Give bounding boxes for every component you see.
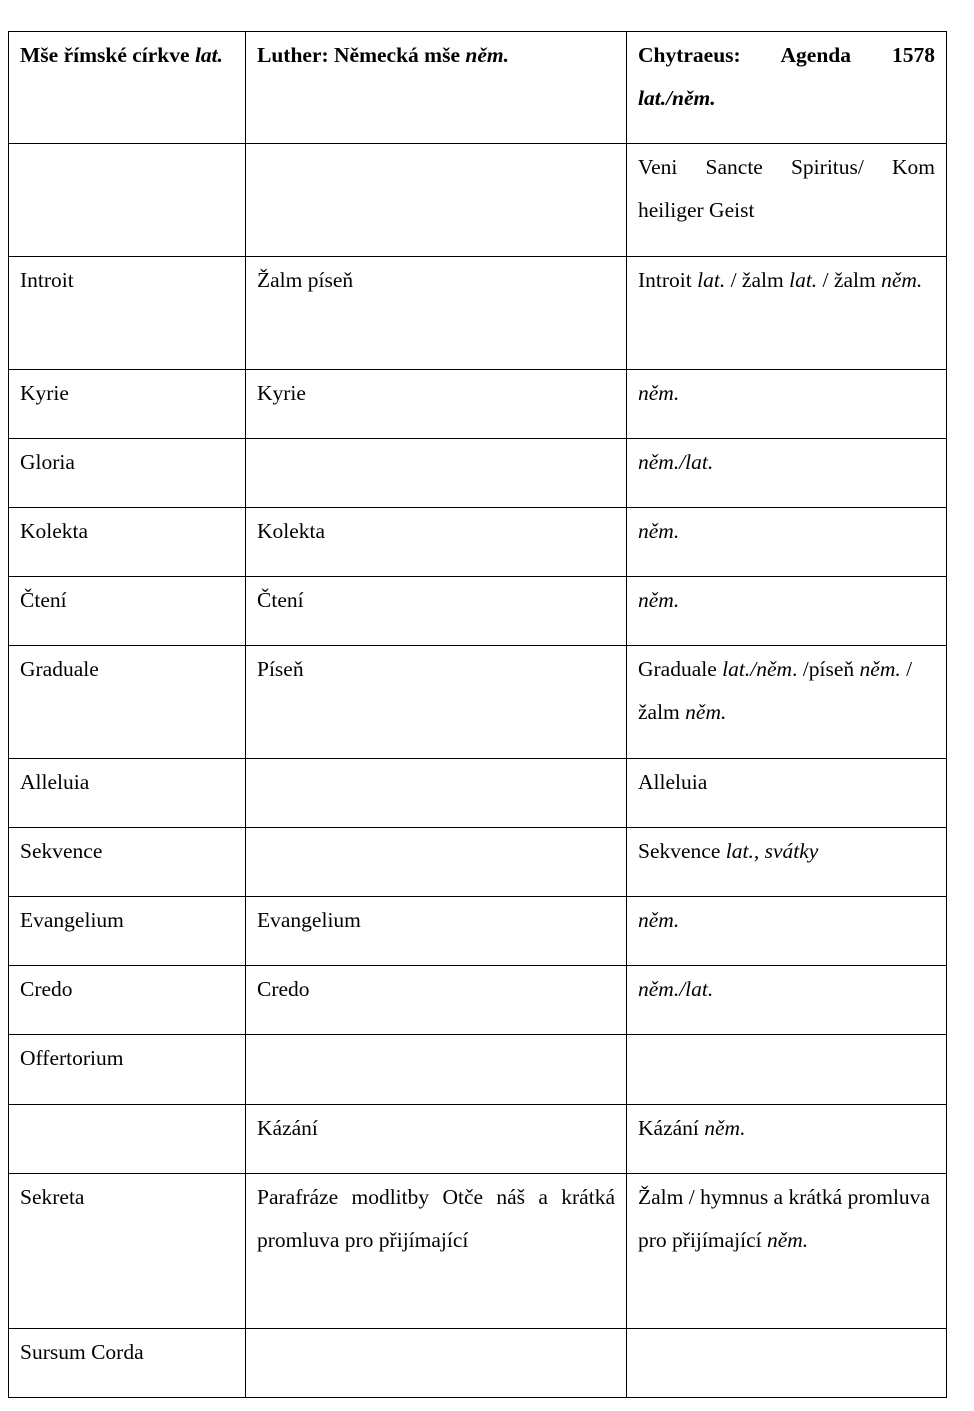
chytraeus-cell: Sekvence lat., svátky [627,828,947,897]
chytraeus-cell: Graduale lat./něm. /píseň něm. /žalm něm. [627,646,947,759]
roman-cell: Alleluia [9,759,246,828]
chytraeus-cell [627,1329,947,1398]
roman-cell: Graduale [9,646,246,759]
roman-cell: Credo [9,966,246,1035]
table-row [9,144,947,257]
luther-cell: Píseň [246,646,627,759]
luther-cell: Parafráze modlitby Otče náš a krátká promluva pro přijímající [246,1174,627,1329]
chytraeus-cell: něm./lat. [627,966,947,1035]
roman-cell: Gloria [9,439,246,508]
table-row [9,759,947,828]
roman-cell: Sekvence [9,828,246,897]
table-row [9,828,947,897]
luther-cell [246,1035,627,1105]
table-row [9,439,947,508]
luther-cell: Kolekta [246,508,627,577]
luther-cell: Čtení [246,577,627,646]
table-row [9,1174,947,1329]
roman-cell: Offertorium [9,1035,246,1105]
roman-cell: Kolekta [9,508,246,577]
table-row [9,897,947,966]
header-luther-mass: Luther: Německá mše něm. [246,32,627,144]
chytraeus-cell: Introit lat. / žalm lat. / žalm něm. [627,257,947,370]
luther-cell [246,828,627,897]
chytraeus-cell: něm. [627,577,947,646]
chytraeus-cell: Kázání něm. [627,1105,947,1174]
liturgy-comparison-table [8,31,947,1398]
luther-cell [246,759,627,828]
table-row [9,1329,947,1398]
table-row [9,1105,947,1174]
roman-cell: Evangelium [9,897,246,966]
luther-cell: Kyrie [246,370,627,439]
chytraeus-cell: Žalm / hymnus a krátká promluva pro přijímající něm. [627,1174,947,1329]
chytraeus-cell: něm. [627,370,947,439]
chytraeus-cell [627,1035,947,1105]
header-chytraeus-agenda: Chytraeus: Agenda 1578 lat./něm. [627,32,947,144]
luther-cell: Credo [246,966,627,1035]
roman-cell: Kyrie [9,370,246,439]
table-row [9,257,947,370]
roman-cell [9,144,246,257]
table-row [9,966,947,1035]
luther-cell [246,1329,627,1398]
roman-cell [9,1105,246,1174]
roman-cell: Sekreta [9,1174,246,1329]
header-roman-mass: Mše římské církve lat. [9,32,246,144]
chytraeus-cell: Veni Sancte Spiritus/ Kom heiliger Geist [627,144,947,257]
chytraeus-cell: Alleluia [627,759,947,828]
table-header-row [9,32,947,144]
luther-cell: Žalm píseň [246,257,627,370]
chytraeus-cell: něm. [627,897,947,966]
roman-cell: Introit [9,257,246,370]
table-row [9,646,947,759]
table-row [9,508,947,577]
table-row [9,370,947,439]
luther-cell: Kázání [246,1105,627,1174]
luther-cell [246,144,627,257]
roman-cell: Čtení [9,577,246,646]
luther-cell [246,439,627,508]
table-row [9,1035,947,1105]
roman-cell: Sursum Corda [9,1329,246,1398]
chytraeus-cell: něm. [627,508,947,577]
luther-cell: Evangelium [246,897,627,966]
table-row [9,577,947,646]
chytraeus-cell: něm./lat. [627,439,947,508]
